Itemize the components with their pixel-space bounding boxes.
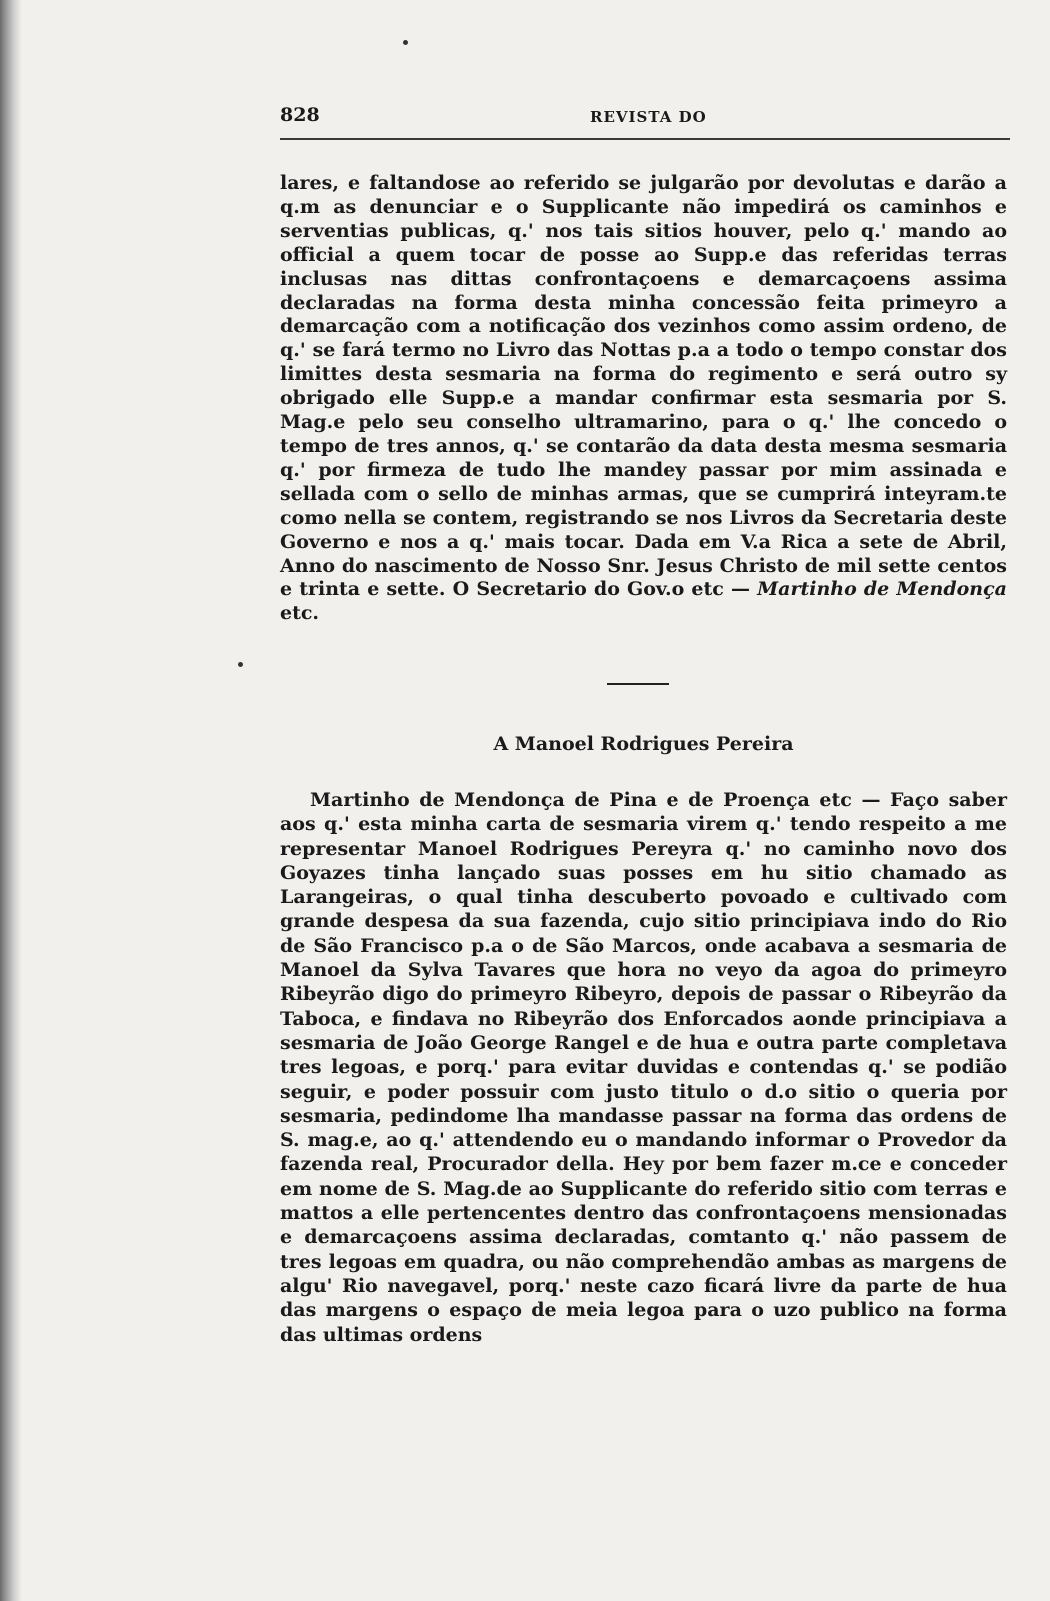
signature: Martinho de Mendonça bbox=[757, 578, 1007, 601]
page-header bbox=[280, 104, 1010, 134]
running-head: REVISTA DO bbox=[590, 108, 707, 126]
section-title: A Manoel Rodrigues Pereira bbox=[493, 733, 794, 755]
paragraph-end: etc. bbox=[280, 602, 320, 625]
scan-speck bbox=[403, 40, 408, 45]
section-separator bbox=[607, 683, 669, 685]
page-number: 828 bbox=[280, 104, 320, 126]
paragraph-text: lares, e faltandose ao referido se julgarão por devolutas e darão a q.m as denunciar e o Supplicante não impedirá os caminhos e serventias publicas, q.' nos tais sitios houver, pelo q.' mando ao official a quem tocar de posse ao Supp.e das referidas terras inclusas nas dittas confrontaçoens e demarcaçoens assima declaradas na forma desta minha concessão feita primeyro a demarcação com a notificação dos vezinhos como assim ordeno, de q.' se fará termo no Livro das Nottas p.a a todo o tempo constar dos limittes desta sesmaria na forma do regimento e será outro sy obrigado elle Supp.e a mandar confirmar esta sesmaria por S. Mag.e pelo seu conselho ultramarino, para o q.' lhe concedo o tempo de tres annos, q.' se contarão da data desta mesma sesmaria q.' por firmeza de tudo lhe mandey passar por mim assinada e sellada com o sello de minhas armas, que se cumprirá inteyram.te como nella se contem, registrando se nos Livros da Secretaria deste Governo e nos a q.' mais tocar. Dada em V.a Rica a sete de Abril, Anno do nascimento de Nosso Snr. Jesus Christo de mil sette centos e trinta e sette. O Secretario do Gov.o etc — bbox=[280, 172, 1007, 601]
header-rule bbox=[280, 138, 1010, 140]
body-paragraph-1 bbox=[280, 172, 1007, 626]
scan-speck bbox=[238, 662, 243, 667]
body-paragraph-2: Martinho de Mendonça de Pina e de Proença etc — Faço saber aos q.' esta minha carta de sesmaria virem q.' tendo respeito a me representar Manoel Rodrigues Pereyra q.' no caminho novo dos Goyazes tinha lançado suas posses em hu sitio chamado as Larangeiras, o qual tinha descuberto povoado e cultivado com grande despesa da sua fazenda, cujo sitio principiava indo do Rio de São Francisco p.a o de São Marcos, onde acabava a sesmaria de Manoel da Sylva Tavares que hora no veyo da agoa do primeyro Ribeyrão digo do primeyro Ribeyro, depois de passar o Ribeyrão da Taboca, e findava no Ribeyrão dos Enforcados aonde principiava a sesmaria de João George Rangel e de hua e outra parte completava tres legoas, e porq.' para evitar duvidas e contendas q.' se podião seguir, e poder possuir com justo titulo o d.o sitio o queria por sesmaria, pedindome lha mandasse passar na forma das ordens de S. mag.e, ao q.' attendendo eu o mandando informar o Provedor da fazenda real, Procurador della. Hey por bem fazer m.ce e conceder em nome de S. Mag.de ao Supplicante do referido sitio com terras e mattos a elle pertencentes dentro das confrontaçoens mensionadas e demarcaçoens assima declaradas, comtanto q.' não passem de tres legoas em quadra, ou não comprehendão ambas as margens de algu' Rio navegavel, porq.' neste cazo ficará livre da parte de hua das margens o espaço de meia legoa para o uzo publico na forma das ultimas ordens bbox=[280, 789, 1007, 1346]
scan-edge bbox=[0, 0, 22, 1601]
